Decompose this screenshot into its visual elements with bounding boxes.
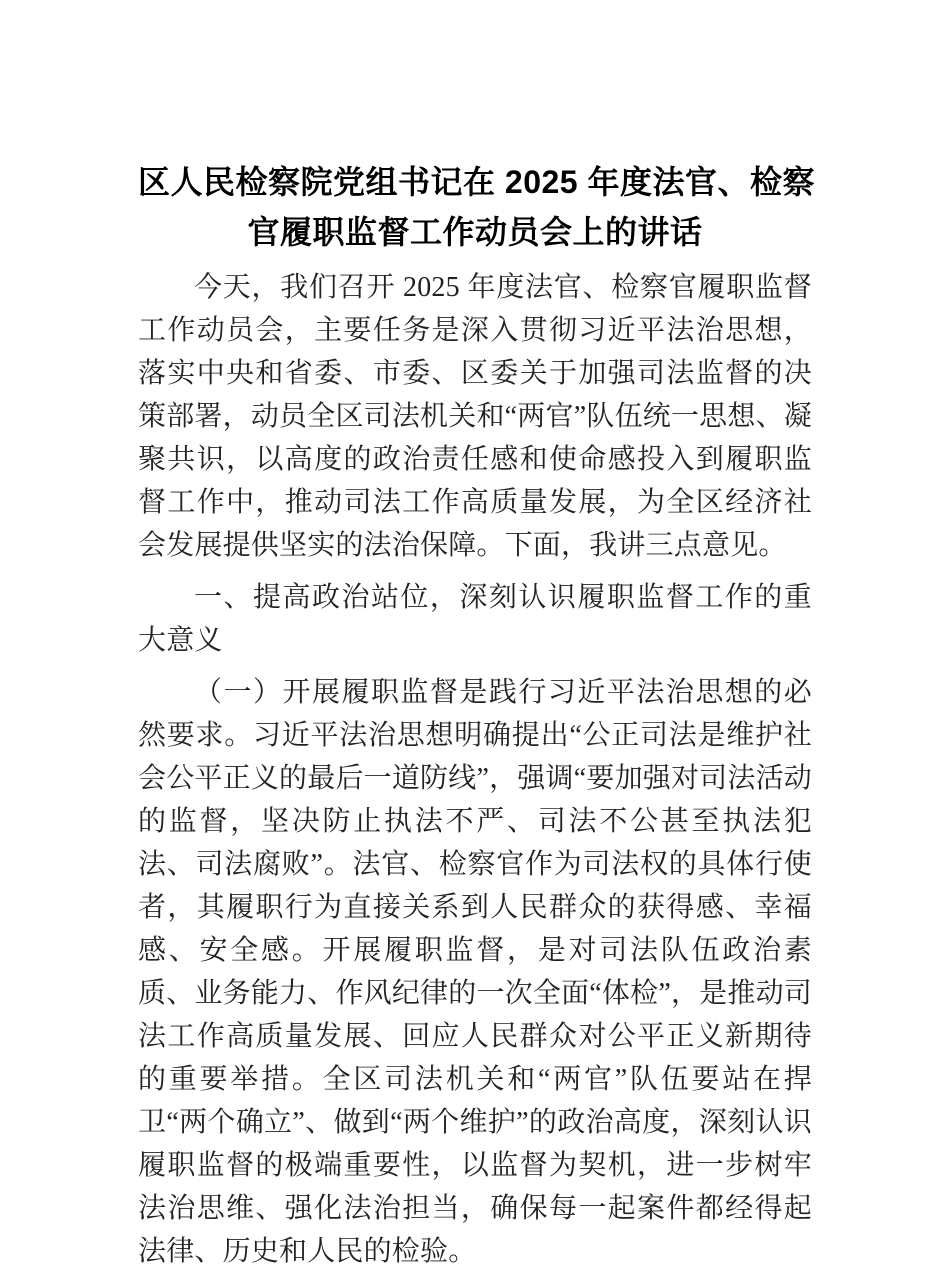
section-heading-1: 一、提高政治站位，深刻认识履职监督工作的重大意义 [138,582,812,656]
paragraph-intro: 今天，我们召开 2025 年度法官、检察官履职监督工作动员会，主要任务是深入贯彻习近平法治思想，落实中央和省委、市委、区委关于加强司法监督的决策部署，动员全区司法机关和“两官”队伍统一思想、凝聚共识，以高度的政治责任感和使命感投入到履职监督工作中，推动司法工作高质量发展，为全区经济社会发展提供坚实的法治保障。下面，我讲三点意见。 [138,272,812,561]
document-title [138,157,815,257]
document-title-line-2: 官履职监督工作动员会上的讲话 [247,214,703,250]
document-title-line-1: 区人民检察院党组书记在 2025 年度法官、检察 [138,164,815,200]
paragraph-section-1-body: （一）开展履职监督是践行习近平法治思想的必然要求。习近平法治思想明确提出“公正司法是维护社会公平正义的最后一道防线”，强调“要加强对司法活动的监督，坚决防止执法不严、司法不公甚至执法犯法、司法腐败”。法官、检察官作为司法权的具体行使者，其履职行为直接关系到人民群众的获得感、幸福感、安全感。开展履职监督，是对司法队伍政治素质、业务能力、作风纪律的一次全面“体检”，是推动司法工作高质量发展、回应人民群众对公平正义新期待的重要举措。全区司法机关和“两官”队伍要站在捍卫“两个确立”、做到“两个维护”的政治高度，深刻认识履职监督的极端重要性，以监督为契机，进一步树牢法治思维、强化法治担当，确保每一起案件都经得起法律、历史和人民的检验。 [138,677,812,1267]
